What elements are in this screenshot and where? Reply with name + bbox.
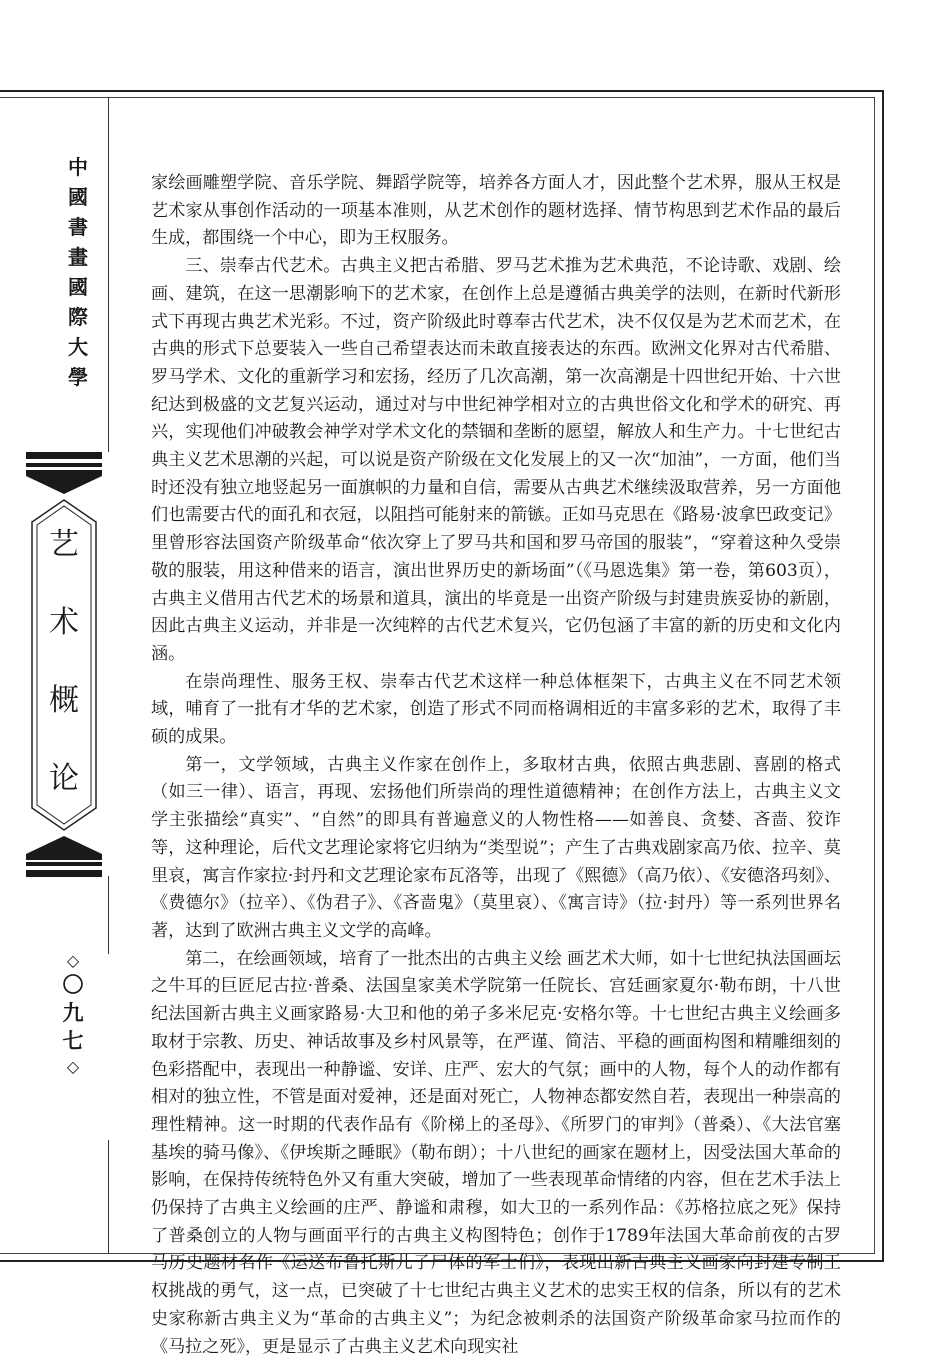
running-title-char: 國 [68,185,88,209]
running-title [58,152,98,392]
page-number-digit: 〇 [62,972,84,997]
book-title-char: 概 [49,683,79,718]
running-title-char: 學 [68,365,88,389]
page-number [50,950,96,1078]
book-title-char: 艺 [49,527,79,562]
sidebar-divider [108,97,109,452]
running-title-char: 中 [68,155,88,179]
ornament-band [26,870,102,877]
diamond-icon: ◇ [66,1057,80,1076]
paragraph: 第一，文学领域，古典主义作家在创作上，多取材古典，依照古典悲剧、喜剧的格式（如三一律）、语言，再现、宏扬他们所崇尚的理性道德精神；在创作方法上，古典主义文学主张描绘“真实”、“自然”的即具有普遍意义的人物性格——如善良、贪婪、吝啬、狡诈等，这种理论，后代文艺理论家将它归纳为“类型说”；产生了古典戏剧家高乃依、拉辛、莫里哀，寓言作家拉·封丹和文艺理论家布瓦洛等，出现了《熙德》（高乃依）、《安德洛玛刻》、《费德尔》（拉辛）、《伪君子》、《吝啬鬼》（莫里哀）、《寓言诗》（拉·封丹）等一系列世界名著，达到了欧洲古典主义文学的高峰。 [151,754,841,941]
book-title [42,527,86,796]
paragraph: 在崇尚理性、服务王权、崇奉古代艺术这样一种总体框架下，古典主义在不同艺术领域，哺育了一批有才华的艺术家，创造了形式不同而格调相近的丰富多彩的艺术，取得了丰硕的成果。 [151,671,841,748]
paragraph: 三、崇奉古代艺术。古典主义把古希腊、罗马艺术推为艺术典范，不论诗歌、戏剧、绘画、建筑，在这一思潮影响下的艺术家，在创作上总是遵循古典美学的法则，在新时代新形式下再现古典艺术光彩。不过，资产阶级此时尊奉古代艺术，决不仅仅是为艺术而艺术，在古典的形式下总要装入一些自己希望表达而未敢直接表达的东西。欧洲文化界对古代希腊、罗马学术、文化的重新学习和宏扬，经历了几次高潮，第一次高潮是十四世纪开始、十六世纪达到极盛的文艺复兴运动，通过对与中世纪神学相对立的古典世俗文化和学术的研究、再兴，实现他们冲破教会神学对学术文化的禁锢和垄断的愿望，解放人和生产力。十七世纪古典主义艺术思潮的兴起，可以说是资产阶级在文化发展上的又一次“加油”，一方面，他们当时还没有独立地竖起另一面旗帜的力量和自信，需要从古典艺术继续汲取营养，另一方面他们也需要古代的面孔和衣冠，以阻挡可能射来的箭镞。正如马克思在《路易·波拿巴政变记》里曾形容法国资产阶级革命“依次穿上了罗马共和国和罗马帝国的服装”，“穿着这种久受崇敬的服装，用这种借来的语言，演出世界历史的新场面”（《马恩选集》第一卷，第603页），古典主义借用古代艺术的场景和道具，演出的毕竟是一出资产阶级与封建贵族妥协的新剧，因此古典主义运动，并非是一次纯粹的古代艺术复兴，它仍包涵了丰富的新的历史和文化内涵。 [151,256,841,664]
ornament-band [26,862,102,866]
book-title-char: 术 [49,605,79,640]
sidebar-divider [108,1140,109,1254]
page-number-digit: 七 [62,1028,84,1053]
ornament-band [26,463,102,467]
running-title-char: 書 [68,215,88,239]
book-title-panel [18,470,110,860]
paragraph: 家绘画雕塑学院、音乐学院、舞蹈学院等，培养各方面人才，因此整个艺术界，服从王权是艺术家从事创作活动的一项基本准则，从艺术创作的题材选择、情节构思到艺术作品的最后生成，都围绕一个中心，即为王权服务。 [151,173,841,249]
running-title-char: 大 [68,335,88,359]
paragraph: 第二，在绘画领域，培育了一批杰出的古典主义绘 画艺术大师，如十七世纪执法国画坛之牛耳的巨匠尼古拉·普桑、法国皇家美术学院第一任院长、宫廷画家夏尔·勒布朗，十八世纪法国新古典主义画家路易·大卫和他的弟子多米尼克·安格尔等。十七世纪古典主义绘画多取材于宗教、历史、神话故事及乡村风景等，在严谨、简洁、平稳的画面构图和精雕细刻的色彩搭配中，表现出一种静谧、安详、庄严、宏大的气氛；画中的人物，每个人的动作都有相对的独立性，不管是面对爱神，还是面对死亡，人物神态都安然自若，表现出一种崇高的理性精神。这一时期的代表作品有《阶梯上的圣母》、《所罗门的审判》（普桑）、《大法官塞基埃的骑马像》、《伊埃斯之睡眠》（勒布朗）；十八世纪的画家在题材上，因受法国大革命的影响，在保持传统特色外又有重大突破，增加了一些表现革命情绪的内容，但在艺术手法上仍保持了古典主义绘画的庄严、静谧和肃穆，如大卫的一系列作品：《苏格拉底之死》保持了普桑创立的人物与画面平行的古典主义构图特色；创作于1789年法国大革命前夜的古罗马历史题材名作《运送布鲁托斯儿子尸体的军士们》，表现出新古典主义画家向封建专制王权挑战的勇气，这一点，已突破了十七世纪古典主义艺术的忠实王权的信条，所以有的艺术史家称新古典主义为“革命的古典主义”；为纪念被刺杀的法国资产阶级革命家马拉而作的《马拉之死》，更是显示了古典主义艺术向现实社 [151,948,841,1357]
running-title-char: 國 [68,275,88,299]
ornament-band [26,452,102,459]
sidebar-divider [108,876,109,954]
diamond-icon: ◇ [66,951,80,970]
book-title-char: 论 [49,761,79,796]
running-title-char: 畫 [68,245,88,269]
body-text [151,170,841,1361]
page-number-digit: 九 [62,1000,84,1025]
running-title-char: 際 [68,305,88,329]
